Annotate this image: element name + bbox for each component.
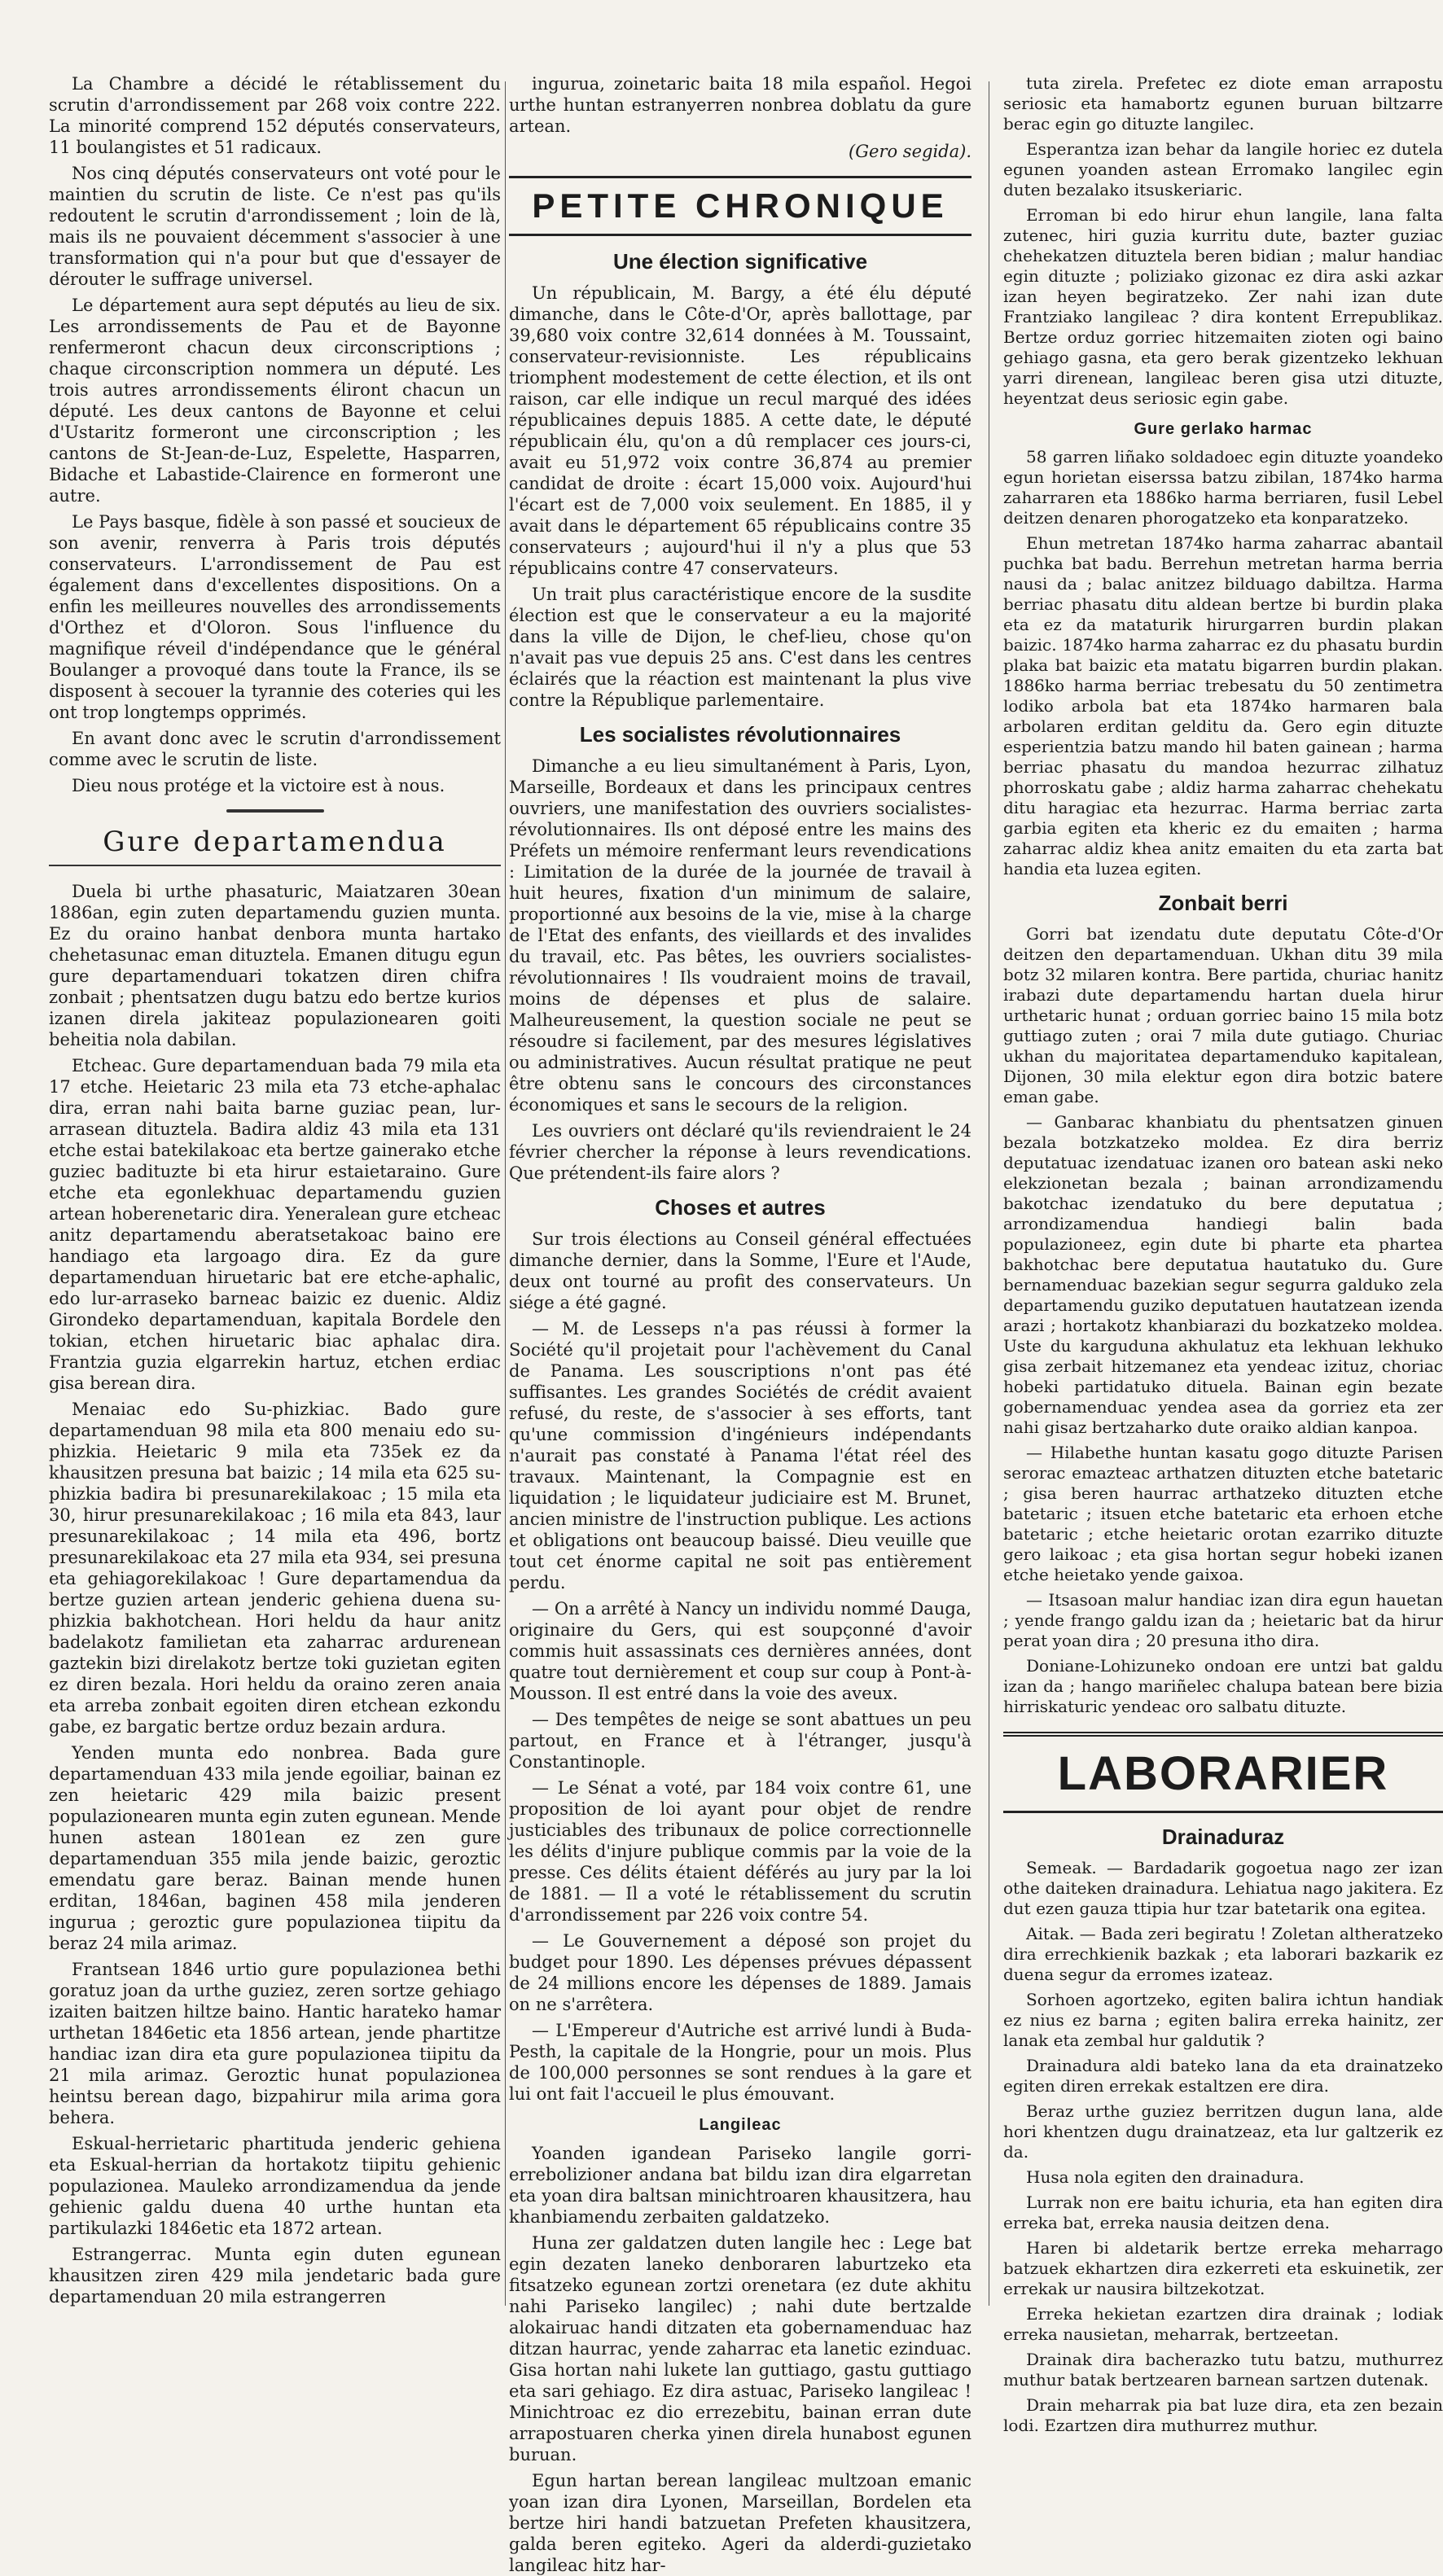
paragraph: Drain meharrak pia bat luze dira, eta zen bezain lodi. Ezartzen dira muthurrez muthur. [1003, 2395, 1443, 2435]
paragraph: Nos cinq députés conservateurs ont voté pour le maintien du scrutin de liste. Ce n'est pas qu'ils redoutent le scrutin d'arrondissement ; loin de là, mais ils ne pouvaient décemment s'associer à une transformation qui n'a pour but que d'essayer de dérouter le suffrage universel. [49, 164, 501, 289]
paragraph: Aitak. — Bada zeri begiratu ! Zoletan altheratzeko dira errechkienik bazkak ; eta laborari bazkarik ez duena segur da erromes izateaz. [1003, 1924, 1443, 1984]
section-banner-petite-chronique: PETITE CHRONIQUE [509, 176, 972, 236]
paragraph: En avant donc avec le scrutin d'arrondissement comme avec le scrutin de liste. [49, 729, 501, 769]
paragraph: — Des tempêtes de neige se sont abattues un peu partout, en France et à l'étranger, jusqu'à Constantinople. [509, 1710, 972, 1772]
paragraph: Husa nola egiten den drainadura. [1026, 2167, 1305, 2187]
paragraph: — Ganbarac khanbiatu du phentsatzen ginuen bezala botzkatzeko moldea. Ez dira berriz deputatuac izendatuac izanen oro batean aski neko elekzionetan bezala ; bainan arrondizamendu bakotchac izendatuko du bere deputatua ; arrondizamendua handiegi balin bada populazioneez, egin dute bi pharte eta phartea bakhotchac bere deputatua hautatuko du. Gure bernamenduac bazekian segur segurra galduko zela departamendu guziko deputatuen hautatzean izenda arazi ; hortakotz khanbiarazi du bozkatzeko moldea. Uste du karguduna akhulatuz eta lekhuan lekhuko gisa zerbait hitzemanez eta yendeac izituz, choriac hobeki partidatuko dituela. Bainan egin bezate gobernamenduac yendea asea da gorriez eta zer nahi gisaz bertzaharko dute oraiko aldian kanpoa. [1003, 1112, 1443, 1437]
paragraph: — L'Empereur d'Autriche est arrivé lundi à Buda-Pesth, la capitale de la Hongrie, pour un mois. Plus de 100,000 personnes se sont rendues à la gare et lui ont fait l'accueil le plus émouvant. [509, 2021, 972, 2104]
article-gure-departamendua [49, 881, 501, 2307]
paragraph: Huna zer galdatzen duten langile hec : Lege bat egin dezaten laneko denboraren laburtzeko eta fitsatzeko egunean zortzi orenetara (ez dute akhitu nahi Pariseko langilec) ; nahi dute bertzalde alokairuac handi ditzaten eta gobernamenduac haz ditzan haurrac, yende zaharrac eta lanetic ezinduac. Gisa hortan nahi lukete lan guttiago, gastu guttiago eta sari gehiago. Ez dira astuac, Pariseko langileac ! Minichtroac ez dio errezebitu, bainan erran dute arrapostuaren cherka yinen direla hunabost egunen buruan. [509, 2233, 972, 2464]
paragraph: Semeak. — Bardadarik gogoetua nago zer izan othe daiteken drainadura. Lehiatua nago jakitera. Ez dut ezen gauza ttipia hur tzar batetarik ona egitea. [1003, 1858, 1443, 1918]
paragraph: Lurrak non ere baitu ichuria, eta han egiten dira erreka bat, erreka nausia deitzen dena. [1003, 2193, 1443, 2232]
paragraph: — Itsasoan malur handiac izan dira egun hauetan ; yende frango galdu izan da ; heietaric bat da hirur perat yoan dira ; 20 presuna itho dira. [1003, 1590, 1443, 1650]
paragraph: Menaiac edo Su-phizkiac. Bado gure departamenduan 98 mila eta 800 menaiu edo su-phizkia. Heietaric 9 mila eta 735ek ez da khausitzen presuna bat baizic ; 14 mila eta 625 su-phizkia badira bi presunarekilakoac ; 15 mila eta 30, hirur presunarekilakoac ; 16 mila eta 843, laur presunarekilakoac ; 14 mila eta 496, bortz presunarekilakoac eta 27 mila eta 934, sei presuna eta gehiagorekilakoac ! Gure departamendua da bertze guzien artean jenderic gehiena duena su-phizkia bakhotchean. Hori heldu da haur anitz badelakotz familietan eta zaharrac ardurenean gaztekin bizi direlakotz bertze toki guzietan egiten ez diren bezala. Hori heldu da oraino zeren anaia eta arreba zonbait egoiten diren etchean ezkondu gabe, ez bargatic bertze orduz bezain ardura. [49, 1400, 501, 1737]
column-left [49, 73, 501, 2338]
paragraph: Le Pays basque, fidèle à son passé et soucieux de son avenir, renverra à Paris trois députés conservateurs. L'arrondissement de Pau est également dans d'excellentes dispositions. On a enfin les meilleures nouvelles des arrondissements d'Orthez et d'Oloron. Sous l'influence du magnifique réveil d'indépendance que le général Boulanger a provoqué dans toute la France, ils se disposent à secouer la tyrannie des coteries qui les ont trop longtemps opprimés. [49, 512, 501, 722]
article-title: Une élection significative [612, 249, 868, 274]
paragraph: Les ouvriers ont déclaré qu'ils reviendraient le 24 février chercher la réponse à leurs revendications. Que prétendent-ils faire alors ? [509, 1121, 972, 1183]
paragraph: Yoanden igandean Pariseko langile gorri-errebolizioner andana bat bildu izan dira elgarretan eta yoan dira baltsan minichtroaren khausitzera, hau khanbiamendu zerbaiten galdatzeko. [509, 2144, 972, 2227]
paragraph: — M. de Lesseps n'a pas réussi à former la Société qu'il projetait pour l'achèvement du Canal de Panama. Les souscriptions n'ont pas été suffisantes. Les grandes Sociétés de crédit avaient refusé, du reste, de s'associer à ses efforts, tant qu'une commission d'ingénieurs indépendants n'aurait pas constaté à Panama l'état réel des travaux. Maintenant, la Compagnie est en liquidation ; le liquidateur judiciaire est M. Brunet, ancien ministre de l'instruction publique. Les actions et obligations ont beaucoup baissé. Dieu veuille que tout cet énorme capital ne soit pas entièrement perdu. [509, 1319, 972, 1592]
paragraph: Dimanche a eu lieu simultanément à Paris, Lyon, Marseille, Bordeaux et dans les principaux centres ouvriers, une manifestation des ouvriers socialistes-révolutionnaires. Ils ont déposé entre les mains des Préfets un mémoire renfermant leurs revendications : Limitation de la durée de la journée de travail à huit heures, fixation d'un minimum de salaire, proportionné aux besoins de la vie, mise à la charge de l'Etat des enfants, des vieillards et des invalides du travail, etc. Pas bêtes, les ouvriers socialistes-révolutionnaires ! Ils voudraient moins de travail, moins de dépenses et plus de salaire. Malheureusement, la question sociale ne peut se résoudre si facilement, par des mesures législatives ou administratives. Aucun résultat pratique ne peut être obtenu sans le concours des circonstances économiques et sans le secours de la religion. [509, 756, 972, 1115]
continuation-note: (Gero segida). [849, 142, 972, 161]
column-divider [505, 81, 506, 2306]
article-title: Choses et autres [655, 1195, 826, 1220]
paragraph: Haren bi aldetarik bertze erreka meharrago batzuek ekhartzen dira ezkerreti eta eskuinetik, zer errekak ur nausira biltzekotzat. [1003, 2238, 1443, 2298]
paragraph: Beraz urthe guziez berritzen dugun lana, alde hori khentzen dugu drainatzeaz, eta lur galtzerik ez da. [1003, 2101, 1443, 2162]
paragraph: Frantsean 1846 urtio gure populazionea bethi goratuz joan da urthe guziez, zeren sortze gehiago izaiten baitzen hiltze baino. Hantic harateko hamar urthetan 1846etic eta 1856 artean, jende phartitze handiac izan dira eta gure populazionea tiipitu da 21 mila arimaz. Geroztic hunat populazionea heintsu berean dago, bizpahirur mila arima gora behera. [49, 1960, 501, 2127]
paragraph: Un trait plus caractéristique encore de la susdite élection est que le conservateur a eu la majorité dans la ville de Dijon, le chef-lieu, chose qu'on n'avait pas vue depuis 25 ans. C'est dans les centres éclairés que la réaction est maintenant la plus vive contre la République parlementaire. [509, 585, 972, 710]
paragraph: Un républicain, M. Bargy, a été élu député dimanche, dans le Côte-d'Or, après ballottage, par 39,680 voix contre 32,614 données à M. Toussaint, conservateur-revisionniste. Les républicains triomphent modestement de cette élection, et ils ont raison, car elle indique un recul marqué des idées républicaines depuis 1885. A cette date, le député républicain élu, qu'on a dû remplacer ces jours-ci, avait eu 51,972 voix contre 36,874 au premier candidat de droite : écart 15,000 voix. Aujourd'hui l'écart est de 7,000 voix seulement. En 1885, il y avait dans le département 65 républicains contre 35 conservateurs ; aujourd'hui il n'y a plus que 53 républicains contre 47 conservateurs. [509, 283, 972, 578]
paragraph: La Chambre a décidé le rétablissement du scrutin d'arrondissement par 268 voix contre 222. La minorité comprend 152 députés conservateurs, 11 boulangistes et 51 radicaux. [49, 74, 501, 157]
article-title: Langileac [699, 2116, 782, 2134]
paragraph: Etcheac. Gure departamenduan bada 79 mila eta 17 etche. Heietaric 23 mila eta 73 etche-aphalac dira, erran nahi baita barne guziac pean, lur-arrasean dituztela. Badira aldiz 43 mila eta 131 etche estai batekilakoac eta bertze gainerako etche guziec badituzte bi eta hirur estaietaraino. Gure etche eta egonlekhuac departamendu guzien artean hoberenetaric dira. Yeneralean gure etcheac anitz departamendu aberatsetakoac baino ere handiago eta largoago dira. Ez da gure departamenduan hiruetaric bat ere etche-aphalic, edo lur-arraseko barneac baizic ez duenic. Aldiz Girondeko departamenduan, kapitala Bordele den tokian, etchen hiruetaric biac aphalac dira. Frantzia guzia elgarrekin hartuz, etchen erdiac gisa berean dira. [49, 1056, 501, 1393]
paragraph: Esperantza izan behar da langile horiec ez dutela egunen yoanden astean Erromako langilec egin duten bezalako itsuskeriaric. [1003, 139, 1443, 199]
paragraph: Drainak dira bacherazko tutu batzu, muthurrez muthur batak bertzearen barnean sartzen dutenak. [1003, 2350, 1443, 2390]
article-scrutin [49, 73, 501, 796]
column-middle [509, 73, 972, 2575]
paragraph: — On a arrêté à Nancy un individu nommé Dauga, originaire du Gers, qui est soupçonné d'avoir commis huit assassinats ces dernières années, dont quatre tout dernièrement et coup sur coup à Pont-à-Mousson. Il est entré dans la voie des aveux. [509, 1599, 972, 1703]
article-title: Drainaduraz [1161, 1825, 1285, 1849]
paragraph: — Le Sénat a voté, par 184 voix contre 61, une proposition de loi ayant pour objet de rendre justiciables des tribunaux de police correctionnelle les délits d'injure publique commis par la voie de la presse. Ces délits étaient déférés au jury par la loi de 1881. — Il a voté le rétablissement du scrutin d'arrondissement par 226 voix contre 54. [509, 1778, 972, 1925]
paragraph: Sur trois élections au Conseil général effectuées dimanche dernier, dans la Somme, l'Eure et l'Aude, deux ont tourné au profit des conservateurs. Un siége a été gagné. [509, 1229, 972, 1312]
section-title-gure-departamendua: Gure departamendua [49, 826, 501, 866]
paragraph: Dieu nous protége et la victoire est à nous. [72, 776, 445, 795]
paragraph: Estrangerrac. Munta egin duten egunean khausitzen ziren 429 mila jendetaric bada gure departamenduan 20 mila estrangerren [49, 2245, 501, 2307]
paragraph: Yenden munta edo nonbrea. Bada gure departamenduan 433 mila jende egoiliar, bainan ez zen heietaric 429 mila baizic present populazionearen munta egin zuten egunean. Mende hunen astean 1801ean ez zen gure departamenduan 355 mila jende baizic, geroztic emendatu gare beraz. Bainan mende hunen erditan, 1846an, baginen 458 mila jenderen ingurua ; geroztic gure populazionea tiipitu da beraz 24 mila arimaz. [49, 1743, 501, 1953]
article-title: Gure gerlako harmac [1134, 420, 1313, 438]
paragraph: — Hilabethe huntan kasatu gogo dituzte Parisen serorac emazteac arthatzen dituzten etche batetaric ; gisa beren haurrac arthatzeko dituzten etche batetaric ; itsuen etche batetaric eta erhoen etche batetaric ; etche heietaric orotan ezarriko dituzte gero laikoac ; eta gisa hortan segur hobeki izanen etche heietako yende gaixoa. [1003, 1443, 1443, 1584]
paragraph: tuta zirela. Prefetec ez diote eman arrapostu seriosic eta hamabortz egunen buruan biltzarre berac egin go dituzte langilec. [1003, 73, 1443, 134]
paragraph: Erreka hekietan ezartzen dira drainak ; lodiak erreka nausietan, meharrak, bertzeetan. [1003, 2304, 1443, 2344]
paragraph: Gorri bat izendatu dute deputatu Côte-d'Or deitzen den departamenduan. Ukhan ditu 39 mila botz 32 milaren kontra. Bere partida, churiac hanitz irabazi dute departamendu hartan duela hirur urthetaric hunat ; orduan gorriec baino 15 mila botz guttiago zuten ; orai 7 mila dute gutiago. Churiac ukhan du majoritatea departamenduko kapitalean, Dijonen, 30 mila elektur egon dira botzic batere eman gabe. [1003, 924, 1443, 1106]
paragraph: Doniane-Lohizuneko ondoan ere untzi bat galdu izan da ; hango mariñelec chalupa batean bere bizia hirriskaturic yendeac oro salbatu dituzte. [1003, 1656, 1443, 1716]
article-title: Les socialistes révolutionnaires [579, 722, 901, 747]
paragraph: Ehun metretan 1874ko harma zaharrac abantail puchka bat badu. Berrehun metretan harma berria nausi da ; balac anitzez bilduago dabiltza. Harma berriac phasatu ditu aldean bertze bi burdin plaka eta ez da mataturik hirurgarren burdin plakan baizic. 1874ko harma zaharrac ez du phasatu burdin plaka bat baizic eta matatu bigarren burdin plakan. 1886ko harma berriac trebesatu du 50 zentimetra lodiko arbola bat eta 1874ko harmaren bala arbolaren erditan gelditu da. Gero egin dituzte esperientzia batzu mando hil baten gainean ; harma berriac phasatu du mandoa hezurrac zilhatuz phorroskatu gabe ; aldiz harma zaharrac chehekatu ditu haragiac eta hezurrac. Harma berriac zarta garbia egiten eta kheric ez du emaiten ; harma zaharrac aldiz khea anitz emaiten du eta zarta bat handia eta luzea egiten. [1003, 533, 1443, 878]
separator-ornament [226, 809, 324, 813]
article-title: Zonbait berri [1158, 891, 1288, 915]
paragraph: Erroman bi edo hirur ehun langile, lana falta zutenec, hiri guzia kurritu dute, bazter guziac chehekatzen dituztela beren bidian ; malur handiac egin dituzte ; poliziako gizonac ez dira aski azkar izan heyen begiratzeko. Zer nahi izan dute Frantziako langileac ? dira kontent Errepublikaz. Bertze orduz gorriec hitzemaiten zioten ogi baino gehiago gasna, eta gero berak gizentzeko lekhuan yarri direnean, langileac beren gisa utzi dituzte, heyentzat deus seriosic egin gabe. [1003, 205, 1443, 408]
paragraph: Eskual-herrietaric phartituda jenderic gehiena eta Eskual-herrian da hortakotz tiipitu gehienic populazionea. Mauleko arrondizamendua da jende gehienic galdu duena 40 urthe huntan eta partikulazki 1846etic eta 1872 artean. [49, 2134, 501, 2238]
section-banner-laborarier: LABORARIER [1003, 1732, 1443, 1813]
paragraph: Duela bi urthe phasaturic, Maiatzaren 30ean 1886an, egin zuten departamendu guzien munta. Ez du oraino hanbat denbora munta hartako chehetasunac eman dituztela. Emanen ditugu egun gure departamenduari tokatzen diren chifra zonbait ; phentsatzen dugu batzu edo bertze kurios izanen direla jakiteaz populazionearen goiti beheitia nola dabilan. [49, 882, 501, 1049]
paragraph: — Le Gouvernement a déposé son projet du budget pour 1890. Les dépenses prévues dépassent de 24 millions encore les dépenses de 1889. Jamais on ne s'arrêtera. [509, 1931, 972, 2014]
paragraph: 58 garren liñako soldadoec egin dituzte yoandeko egun horietan eiserssa batzu zibilan, 1874ko harma zaharraren eta 1886ko harma berriaren, fusil Lebel deitzen denaren phorogatzeko eta konparatzeko. [1003, 447, 1443, 528]
paragraph: Drainadura aldi bateko lana da eta drainatzeko egiten diren errekak estaltzen ere dira. [1003, 2056, 1443, 2096]
paragraph: Egun hartan berean langileac multzoan emanic yoan izan dira Lyonen, Marseillan, Bordelen eta bertze hiri handi batzuetan Prefeten khausitzera, galda beren egiteko. Ageri da alderdi-guzietako langileac hitz har- [509, 2471, 972, 2575]
paragraph: ingurua, zoinetaric baita 18 mila español. Hegoi urthe huntan estranyerren nonbrea doblatu da gure artean. [509, 74, 972, 136]
column-right [1003, 73, 1443, 2435]
paragraph: Le département aura sept députés au lieu de six. Les arrondissements de Pau et de Bayonne renfermeront chacun deux circonscriptions ; chaque circonscription nommera un député. Les trois autres arrondissements éliront chacun un député. Les deux cantons de Bayonne et celui d'Ustaritz formeront une circonscription ; les cantons de St-Jean-de-Luz, Espelette, Hasparren, Bidache et Labastide-Clairence en formeront une autre. [49, 296, 501, 506]
paragraph: Sorhoen agortzeko, egiten balira ichtun handiak ez nius ez barna ; egiten balira erreka hainitz, zer lanak eta zembal hur galdutik ? [1003, 1990, 1443, 2050]
